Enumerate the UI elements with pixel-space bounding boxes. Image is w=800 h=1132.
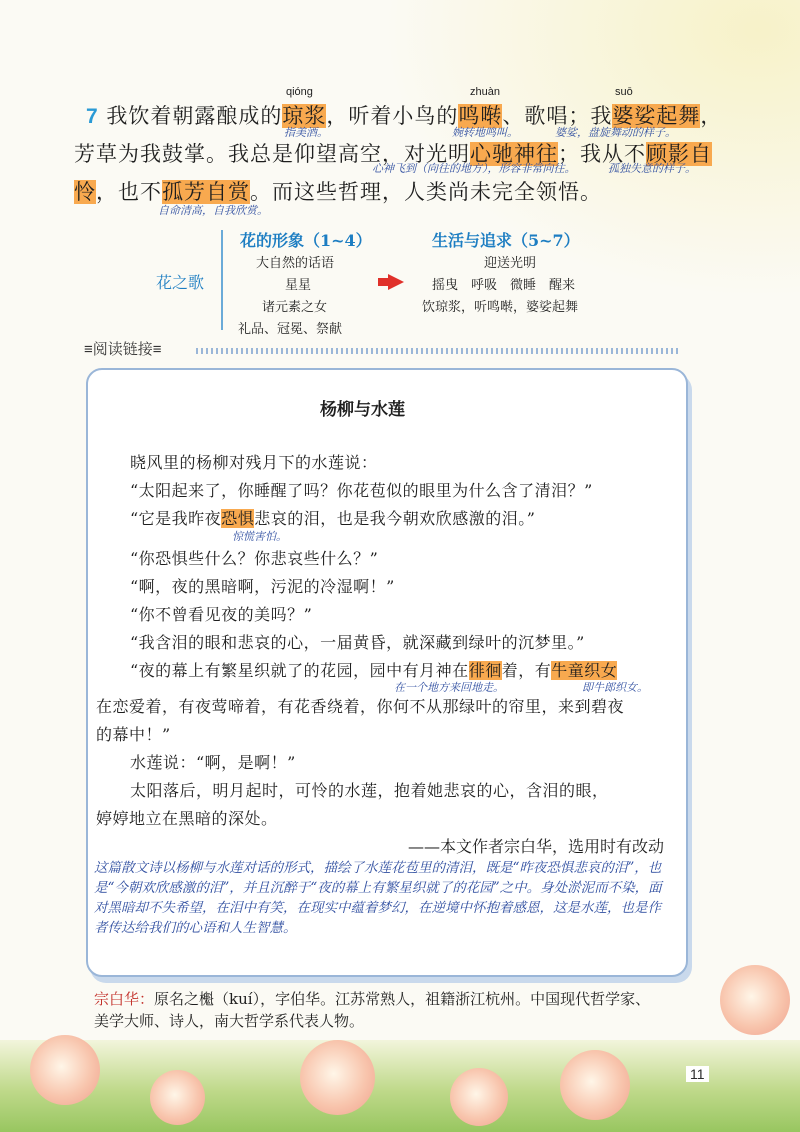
highlight-guying: 顾影自 [646,142,712,166]
highlight-posuo: 婆娑起舞 [612,104,701,128]
section-divider [196,348,680,354]
pinyin-zhuan: zhuàn [470,86,500,98]
flower-illustration [450,1068,508,1126]
pinyin-qiong: qióng [286,86,313,98]
highlight-mingzhuan: 鸣啭 [458,104,503,128]
highlight-paihuai: 徘徊 [468,661,502,680]
author-bio: 宗白华：原名之櫆（kuí），字伯华。江苏常熟人，祖籍浙江杭州。中国现代哲学家、美学大师、诗人，南大哲学系代表人物。 [94,990,651,1030]
handwritten-summary: 这篇散文诗以杨柳与水莲对话的形式，描绘了水莲花苞里的清泪，既是“昨夜恐惧悲哀的泪”，也是“今朝欢欣感激的泪”，并且沉醉于“夜的幕上有繁星织就了的花园”之中。身处淤泥而不染，面对黑暗却不失希望，在泪中有笑，在现实中蕴着梦幻，在逆境中怀抱着感恩，这是水莲，也是作者传达给我们的心语和人生智慧。 [94,860,662,936]
highlight-xinchi: 心驰神往 [470,142,558,166]
grass-background [0,1040,800,1132]
text-line: “你不曾看见夜的美吗？” [130,605,313,624]
note-posuo: 婆娑，盘旋舞动的样子。 [555,126,676,139]
text-line: 水莲说：“啊，是啊！” [130,753,296,772]
paragraph-7-line-2: 芳草为我鼓掌。我总是仰望高空，对光明心驰神往；我从不顾影自 [74,142,712,166]
mindmap-left-item: 星星 [285,278,312,293]
author-credit: ——本文作者宗白华，选用时有改动 [407,837,664,856]
text-line: 婷婷地立在黑暗的深处。 [96,809,278,828]
highlight-zilian: 怜 [74,180,96,204]
mindmap-right-title: 生活与追求（5~7） [432,231,580,250]
flower-illustration [560,1050,630,1120]
note-kongju: 惊慌害怕。 [232,530,287,543]
highlight-kongju: 恐惧 [221,509,255,528]
text-line: “我含泪的眼和悲哀的心，一届黄昏，就深藏到绿叶的沉梦里。” [130,633,585,652]
mindmap-left-title: 花的形象（1~4） [240,231,372,250]
highlight-niutong: 牛童织女 [551,661,618,680]
text-line: “太阳起来了，你睡醒了吗？你花苞似的眼里为什么含了清泪？” [130,481,593,500]
note-paihuai: 在一个地方来回地走。 [394,681,504,694]
mindmap-center: 花之歌 [156,273,205,292]
flower-illustration [30,1035,100,1105]
pinyin-suo: suō [615,86,633,98]
flower-illustration [720,965,790,1035]
bio-name: 宗白华： [94,990,155,1008]
text-line: 的幕中！” [96,725,171,744]
text-line: “夜的幕上有繁星织就了的花园，园中有月神在徘徊着，有牛童织女 [130,661,618,680]
note-gufang: 自命清高，自我欣赏。 [158,204,268,217]
highlight-qiongjiang: 琼浆 [282,104,327,128]
paragraph-7-line-1: 7 我饮着朝露酿成的琼浆，听着小鸟的鸣啭、歌唱；我婆娑起舞， [86,104,723,128]
mindmap-left-item: 礼品、冠冕、祭献 [238,322,343,337]
text-line: “啊，夜的黑暗啊，污泥的冷湿啊！” [130,577,395,596]
text-line: 太阳落后，明月起时，可怜的水莲，抱着她悲哀的心，含泪的眼， [130,781,609,800]
text-line: 晓风里的杨柳对残月下的水莲说： [130,453,378,472]
mindmap-left-item: 大自然的话语 [256,256,335,271]
mindmap-bracket [221,230,223,330]
page-number: 11 [686,1066,709,1082]
text-line: “你恐惧些什么？你悲哀些什么？” [130,549,379,568]
flower-illustration [150,1070,205,1125]
text-line: “它是我昨夜恐惧悲哀的泪，也是我今朝欢欣感激的泪。” [130,509,536,528]
highlight-gufang: 孤芳自赏 [162,180,250,204]
reading-link-label: ≡阅读链接≡ [84,341,162,358]
mindmap-right-item: 饮琼浆，听鸣啭，婆娑起舞 [422,300,579,315]
note-mingzhuan: 婉转地鸣叫。 [452,126,518,139]
reading-title: 杨柳与水莲 [320,400,405,420]
flower-illustration [300,1040,375,1115]
paragraph-number: 7 [86,105,99,128]
note-xinchi: 心神飞到（向往的地方），形容非常向往。 [372,162,576,175]
paragraph-7-line-3: 怜，也不孤芳自赏。而这些哲理，人类尚未完全领悟。 [74,180,602,204]
note-guying: 孤独失意的样子。 [608,162,696,175]
mindmap-right-item: 摇曳 呼吸 微睡 醒来 [432,278,576,293]
note-qiongjiang: 指美酒。 [284,126,328,139]
mindmap-right-item: 迎送光明 [484,256,537,271]
note-niutong: 即牛郎织女。 [582,681,648,694]
text-line: 在恋爱着，有夜莺啼着，有花香绕着，你何不从那绿叶的帘里，来到碧夜 [96,697,625,716]
mindmap-left-item: 诸元素之女 [262,300,328,315]
arrow-icon [388,274,404,290]
